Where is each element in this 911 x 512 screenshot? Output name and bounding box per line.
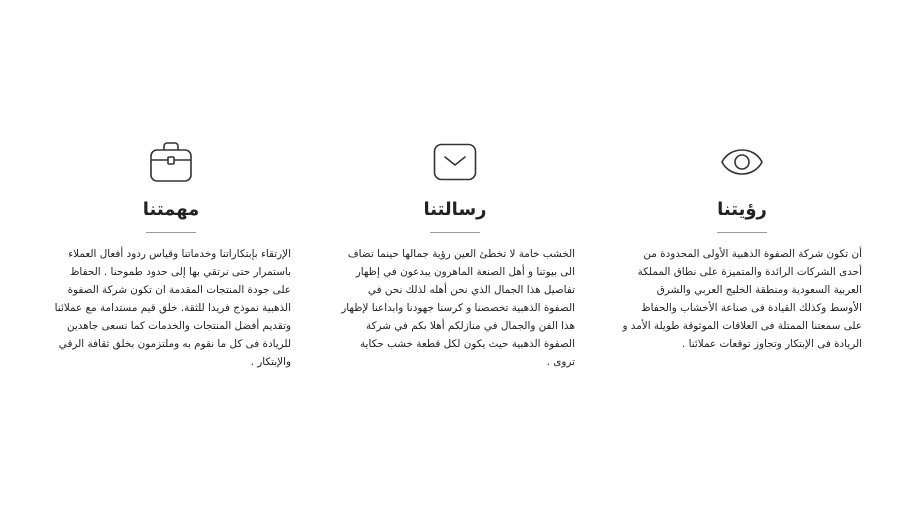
envelope-icon	[335, 140, 575, 184]
mission-title: مهمتنا	[142, 199, 200, 220]
message-title: رسالتنا	[423, 199, 487, 220]
message-divider	[430, 232, 480, 233]
mission-text: الإرتقاء بإبتكاراتنا وخدماتنا وقياس ردود أفعال العملاء باستمرار حتى نرتقي بها إلى حدود طموحنا . الحفاظ على جودة المنتجات المقدمة ان تكون شركة الصفوة الذهبية نموذج فريدا للثقة. خلق قيم مستدامة مع عملائنا وتقديم أفضل المنتجات والخدمات كما نسعى جاهدين للريادة فى كل ما نقوم به وملتزمون بخلق ثقافة الرقي والإبتكار .	[54, 248, 291, 368]
vision-divider	[717, 232, 767, 233]
mission-section	[51, 140, 291, 381]
message-text: الخشب خامة لا تخطئ العين رؤية جمالها حينما تضاف الى بيوتنا و أهل الصنعة الماهرون يبدعون في إظهار تفاصيل هذا الجمال الذي نحن أهله لذلك نحن في الصفوة الذهبية تخصصنا و كرسنا جهودنا وابداعنا لإظهار هذا الفن والجمال في منازلكم أهلا بكم في شركة الصفوة الذهبية حيث يكون لكل قطعة خشب حكاية تروى .	[341, 248, 575, 368]
briefcase-icon	[51, 140, 291, 184]
vision-section	[622, 140, 862, 363]
message-section	[335, 140, 575, 381]
eye-icon	[622, 140, 862, 184]
vision-text: أن تكون شركة الصفوة الذهبية الأولى المحدودة من أحدى الشركات الرائدة والمتميزة على نطاق المملكة العربية السعودية ومنطقة الخليج العربي والشرق الأوسط وكذلك القيادة فى صناعة الأخشاب والحفاظ على سمعتنا الممتلة فى العلاقات الموثوقة طويلة الأمد و الريادة فى الإبتكار وتجاوز توقعات عملائنا .	[622, 248, 862, 350]
mission-divider	[146, 232, 196, 233]
vision-title: رؤيتنا	[717, 199, 767, 220]
